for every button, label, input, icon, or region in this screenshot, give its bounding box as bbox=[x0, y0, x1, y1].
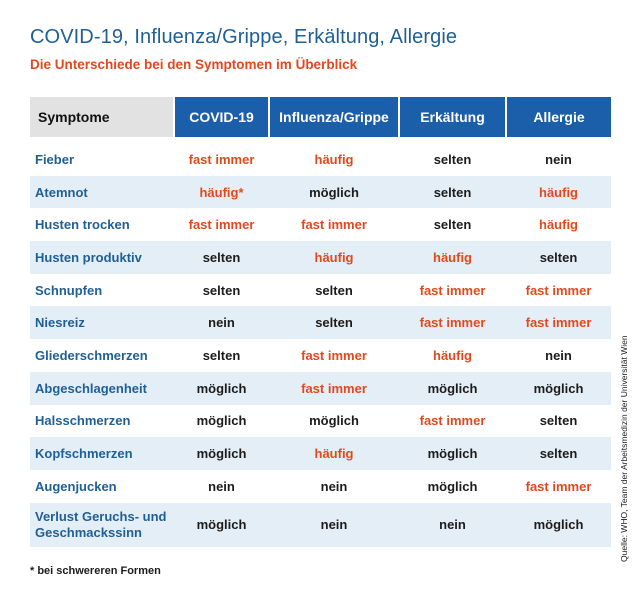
cell-erkaeltung: möglich bbox=[399, 437, 506, 470]
table-row bbox=[30, 274, 611, 307]
cell-influenza-grippe: häufig bbox=[269, 241, 399, 274]
cell-erkaeltung: häufig bbox=[433, 347, 472, 363]
cell-influenza-grippe: fast immer bbox=[269, 372, 399, 405]
cell-allergie: fast immer bbox=[506, 306, 611, 339]
symptom-label: Verlust Geruchs- und Geschmackssinn bbox=[30, 503, 174, 547]
cell-influenza-grippe: fast immer bbox=[301, 347, 367, 363]
symptom-label: Husten produktiv bbox=[30, 241, 174, 274]
header-covid-19: COVID-19 bbox=[174, 97, 269, 137]
cell-erkaeltung: möglich bbox=[399, 372, 506, 405]
cell-influenza-grippe: fast immer bbox=[301, 217, 367, 233]
table-body bbox=[30, 137, 611, 547]
symptom-label: Atemnot bbox=[30, 176, 174, 209]
symptom-label: Gliederschmerzen bbox=[35, 347, 148, 363]
cell-influenza-grippe: häufig bbox=[269, 437, 399, 470]
table-row bbox=[30, 241, 611, 274]
cell-allergie: fast immer bbox=[525, 282, 592, 298]
cell-allergie: nein bbox=[545, 151, 572, 167]
cell-erkaeltung: selten bbox=[433, 151, 472, 167]
cell-covid-19: häufig* bbox=[174, 176, 269, 209]
cell-covid-19: fast immer bbox=[188, 217, 255, 233]
table-row bbox=[30, 470, 611, 503]
symptom-label: Niesreiz bbox=[30, 306, 174, 339]
cell-influenza-grippe: selten bbox=[315, 282, 353, 298]
symptom-label: Schnupfen bbox=[35, 282, 103, 298]
symptom-table bbox=[30, 97, 611, 547]
cell-allergie: selten bbox=[506, 437, 611, 470]
table-row bbox=[30, 208, 611, 241]
cell-allergie: fast immer bbox=[525, 478, 592, 494]
cell-erkaeltung: fast immer bbox=[399, 306, 506, 339]
cell-erkaeltung: nein bbox=[399, 503, 506, 547]
table-row bbox=[30, 176, 611, 209]
table-row bbox=[30, 306, 611, 339]
cell-covid-19: möglich bbox=[174, 372, 269, 405]
symptom-label: Kopfschmerzen bbox=[30, 437, 174, 470]
cell-influenza-grippe: häufig bbox=[314, 151, 354, 167]
table-row bbox=[30, 405, 611, 438]
cell-covid-19: nein bbox=[174, 306, 269, 339]
cell-erkaeltung: selten bbox=[399, 176, 506, 209]
table-row bbox=[30, 143, 611, 176]
cell-influenza-grippe: selten bbox=[269, 306, 399, 339]
cell-allergie: häufig bbox=[539, 217, 578, 233]
cell-allergie: möglich bbox=[506, 503, 611, 547]
symptom-label: Halsschmerzen bbox=[35, 413, 131, 429]
cell-allergie: selten bbox=[506, 241, 611, 274]
source-note: Quelle: WHO, Team der Arbeitsmedizin der Universität Wien bbox=[619, 335, 629, 562]
cell-covid-19: selten bbox=[174, 241, 269, 274]
table-row bbox=[30, 437, 611, 470]
header-influenza-grippe: Influenza/Grippe bbox=[269, 97, 399, 137]
symptom-label: Fieber bbox=[35, 151, 75, 167]
cell-erkaeltung: selten bbox=[433, 217, 472, 233]
cell-erkaeltung: häufig bbox=[399, 241, 506, 274]
cell-allergie: möglich bbox=[506, 372, 611, 405]
cell-allergie: nein bbox=[545, 347, 572, 363]
cell-covid-19: möglich bbox=[174, 437, 269, 470]
header-erkaeltung: Erkältung bbox=[399, 97, 506, 137]
cell-covid-19: selten bbox=[202, 347, 241, 363]
table-row bbox=[30, 503, 611, 547]
footnote: * bei schwereren Formen bbox=[30, 565, 161, 577]
symptom-label: Husten trocken bbox=[35, 217, 130, 233]
table-header-row bbox=[30, 97, 611, 137]
cell-allergie: häufig bbox=[506, 176, 611, 209]
cell-covid-19: nein bbox=[208, 478, 235, 494]
symptom-label: Augenjucken bbox=[35, 478, 117, 494]
cell-influenza-grippe: nein bbox=[320, 478, 348, 494]
cell-covid-19: selten bbox=[202, 282, 241, 298]
cell-influenza-grippe: nein bbox=[269, 503, 399, 547]
cell-allergie: selten bbox=[539, 413, 578, 429]
cell-influenza-grippe: möglich bbox=[269, 176, 399, 209]
cell-erkaeltung: fast immer bbox=[419, 413, 486, 429]
cell-covid-19: möglich bbox=[174, 503, 269, 547]
page-subtitle: Die Unterschiede bei den Symptomen im Überblick bbox=[30, 57, 358, 72]
header-symptome: Symptome bbox=[30, 97, 174, 137]
page-title: COVID-19, Influenza/Grippe, Erkältung, Allergie bbox=[30, 26, 458, 48]
table-row bbox=[30, 372, 611, 405]
symptom-label: Abgeschlagenheit bbox=[30, 372, 174, 405]
cell-covid-19: möglich bbox=[196, 413, 247, 429]
cell-erkaeltung: fast immer bbox=[419, 282, 486, 298]
header-allergie: Allergie bbox=[506, 97, 611, 137]
table-row bbox=[30, 339, 611, 372]
cell-covid-19: fast immer bbox=[188, 151, 255, 167]
cell-erkaeltung: möglich bbox=[427, 478, 478, 494]
cell-influenza-grippe: möglich bbox=[309, 413, 359, 429]
